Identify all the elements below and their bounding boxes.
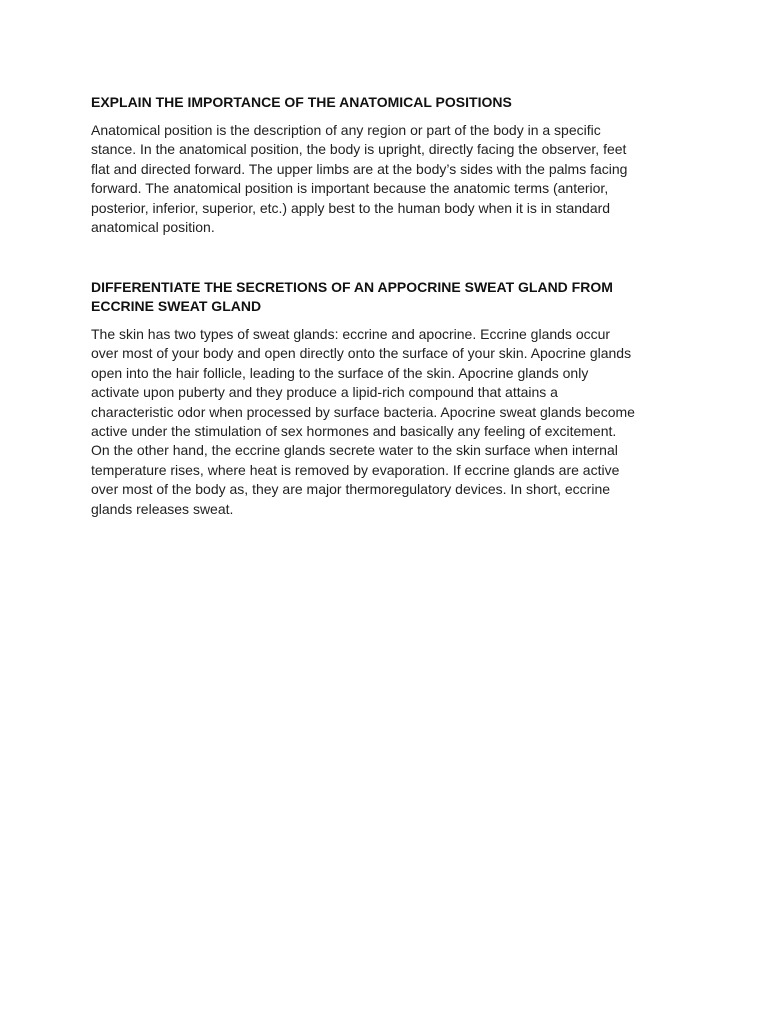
paragraph-line: Anatomical position is the description of any region or part of the body in a specific <box>91 122 601 138</box>
paragraph-line: glands releases sweat. <box>91 500 234 517</box>
paragraph-line: anatomical position. <box>91 219 215 236</box>
paragraph-line: flat and directed forward. The upper limbs are at the body’s sides with the palms facing <box>91 160 628 177</box>
paragraph-line: posterior, inferior, superior, etc.) apply best to the human body when it is in standard <box>91 199 611 216</box>
paragraph-line: activate upon puberty and they produce a lipid-rich compound that attains a <box>91 384 558 401</box>
section-paragraph <box>91 325 681 519</box>
paragraph-line: over most of the body as, they are major thermoregulatory devices. In short, eccrine <box>91 481 611 498</box>
paragraph-line: On the other hand, the eccrine glands secrete water to the skin surface when internal <box>91 442 618 459</box>
paragraph-line: characteristic odor when processed by surface bacteria. Apocrine sweat glands become <box>91 403 635 420</box>
heading-line: DIFFERENTIATE THE SECRETIONS OF AN APPOCRINE SWEAT GLAND FROM <box>91 279 613 295</box>
paragraph-line: open into the hair follicle, leading to the surface of the skin. Apocrine glands only <box>91 364 589 381</box>
paragraph-line: active under the stimulation of sex hormones and basically any feeling of excitement. <box>91 423 617 440</box>
section-sweat-glands <box>91 278 681 519</box>
paragraph-line: forward. The anatomical position is important because the anatomic terms (anterior, <box>91 180 609 197</box>
paragraph-line: stance. In the anatomical position, the body is upright, directly facing the observer, feet <box>91 141 627 158</box>
paragraph-line: The skin has two types of sweat glands: eccrine and apocrine. Eccrine glands occur <box>91 326 611 342</box>
section-heading <box>91 278 681 316</box>
paragraph-line: over most of your body and open directly onto the surface of your skin. Apocrine glands <box>91 345 632 362</box>
paragraph-line: temperature rises, where heat is removed by evaporation. If eccrine glands are active <box>91 461 620 478</box>
section-paragraph <box>91 121 681 237</box>
heading-line: ECCRINE SWEAT GLAND <box>91 298 262 314</box>
section-anatomical-positions <box>91 93 681 237</box>
section-heading: EXPLAIN THE IMPORTANCE OF THE ANATOMICAL POSITIONS <box>91 94 512 110</box>
